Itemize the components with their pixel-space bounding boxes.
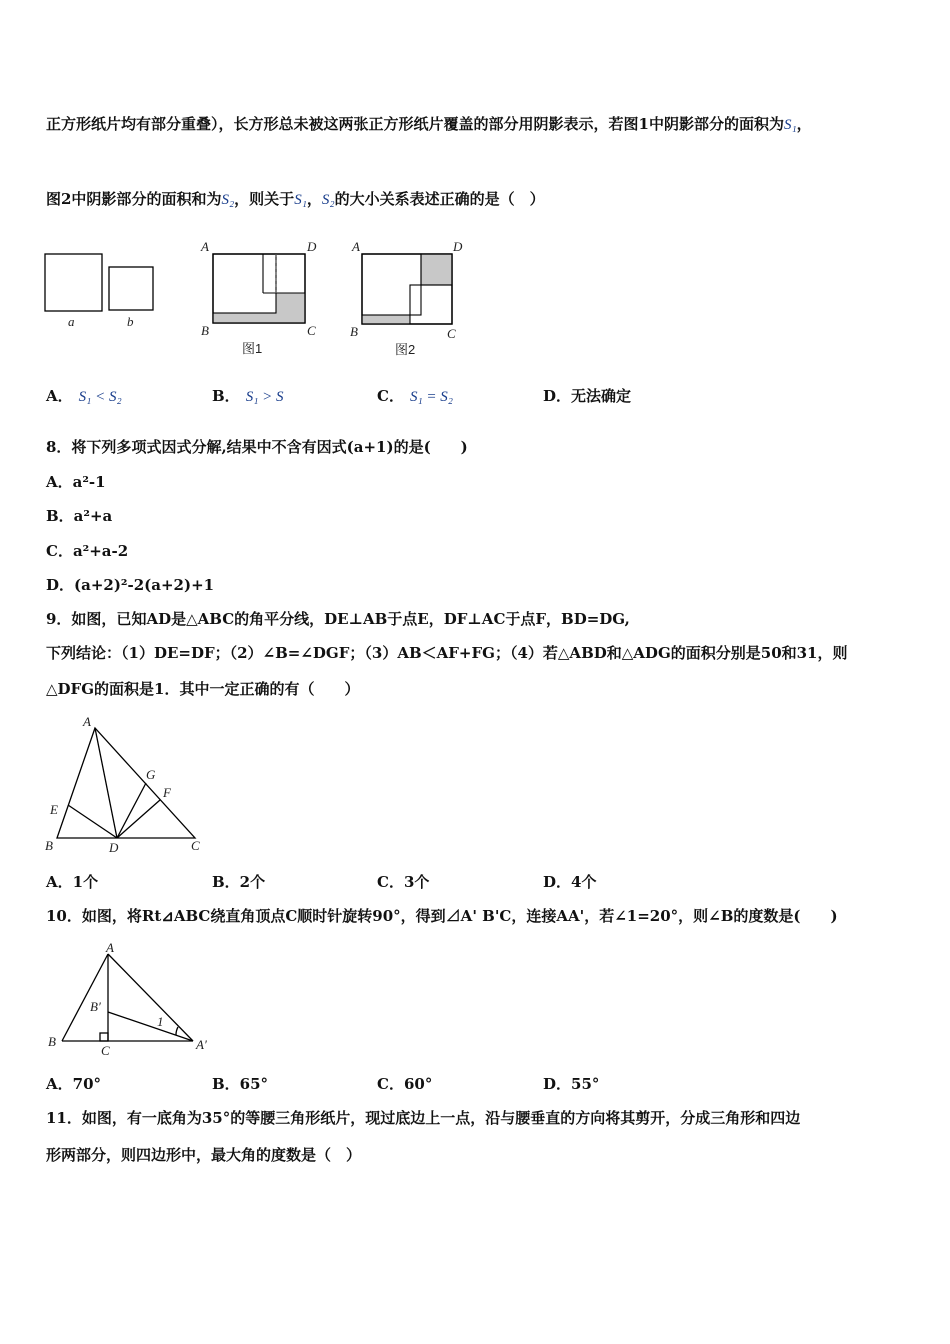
q10-option-a[interactable]: A．70° bbox=[46, 1075, 102, 1093]
q10-option-d[interactable]: D．55° bbox=[543, 1075, 600, 1093]
s1-symbol: S₁ bbox=[783, 117, 797, 133]
svg-text:B′: B′ bbox=[90, 999, 101, 1014]
svg-text:B: B bbox=[48, 1034, 56, 1049]
square-a bbox=[45, 254, 102, 311]
svg-text:C: C bbox=[447, 326, 456, 341]
svg-text:E: E bbox=[50, 802, 58, 817]
figure-1 bbox=[200, 239, 317, 356]
q8-option-d[interactable]: D．(a+2)²-2(a+2)+1 bbox=[46, 576, 215, 594]
square-b bbox=[109, 267, 153, 310]
label-a: a bbox=[68, 314, 75, 329]
s2-symbol: S₂ bbox=[321, 192, 335, 208]
figure-2 bbox=[350, 239, 463, 357]
svg-text:D: D bbox=[109, 840, 119, 855]
q7-option-c[interactable]: C． S₁ = S₂ bbox=[377, 387, 454, 405]
q10-figure bbox=[0, 940, 230, 1060]
svg-text:1: 1 bbox=[157, 1014, 164, 1029]
fig2-caption: 图2 bbox=[395, 342, 416, 357]
q10-stem: 10．如图，将Rt⊿ABC绕直角顶点C顺时针旋转90°，得到⊿A' B'C，连接AA'，若∠1=20°，则∠B的度数是( ) bbox=[46, 907, 838, 925]
s2-symbol: S₂ bbox=[221, 192, 235, 208]
q7-figure bbox=[0, 235, 500, 365]
svg-text:C: C bbox=[191, 838, 200, 853]
q9-line1: 9．如图，已知AD是△ABC的角平分线，DE⊥AB于点E，DF⊥AC于点F，BD=DG, bbox=[46, 610, 630, 628]
svg-text:A′: A′ bbox=[196, 1037, 207, 1052]
label-b: b bbox=[127, 314, 134, 329]
q7-line1: 正方形纸片均有部分重叠），长方形总未被这两张正方形纸片覆盖的部分用阴影表示，若图1中阴影部分的面积为S₁， bbox=[46, 115, 812, 133]
svg-text:D: D bbox=[307, 239, 317, 254]
q9-line3: △DFG的面积是1．其中一定正确的有（ ） bbox=[46, 680, 360, 698]
q8-option-c[interactable]: C．a²+a-2 bbox=[46, 542, 129, 560]
q8-option-a[interactable]: A．a²-1 bbox=[46, 473, 106, 491]
q7-option-b[interactable]: B． S₁ > S bbox=[212, 387, 284, 405]
q7-line2: 图2中阴影部分的面积和为S₂，则关于S₁，S₂的大小关系表述正确的是（ ） bbox=[46, 190, 545, 208]
svg-text:F: F bbox=[163, 785, 171, 800]
svg-text:G: G bbox=[146, 767, 156, 782]
svg-text:D: D bbox=[453, 239, 463, 254]
q10-option-b[interactable]: B．65° bbox=[212, 1075, 269, 1093]
fig1-caption: 图1 bbox=[242, 341, 263, 356]
q8-option-b[interactable]: B．a²+a bbox=[46, 507, 113, 525]
svg-text:A: A bbox=[83, 714, 91, 729]
q11-line2: 形两部分，则四边形中，最大角的度数是（ ） bbox=[46, 1146, 362, 1164]
svg-text:C: C bbox=[307, 323, 316, 338]
q9-option-a[interactable]: A．1个 bbox=[46, 873, 99, 891]
q9-option-b[interactable]: B．2个 bbox=[212, 873, 266, 891]
q11-line1: 11．如图，有一底角为35°的等腰三角形纸片，现过底边上一点，沿与腰垂直的方向将其剪开，分成三角形和四边 bbox=[46, 1109, 801, 1127]
svg-text:C: C bbox=[101, 1043, 110, 1058]
q8-stem: 8．将下列多项式因式分解,结果中不含有因式(a+1)的是( ) bbox=[46, 438, 468, 456]
q9-option-c[interactable]: C．3个 bbox=[377, 873, 430, 891]
q7-option-a[interactable]: A． S₁ < S₂ bbox=[46, 387, 122, 405]
svg-text:B: B bbox=[45, 838, 53, 853]
q9-option-d[interactable]: D．4个 bbox=[543, 873, 597, 891]
q7-option-d[interactable]: D．无法确定 bbox=[543, 387, 632, 405]
svg-text:A: A bbox=[201, 239, 209, 254]
q9-line2: 下列结论：（1）DE=DF；（2）∠B=∠DGF；（3）AB＜AF+FG；（4）若△ABD和△ADG的面积分别是50和31，则 bbox=[46, 644, 848, 662]
s1-symbol: S₁ bbox=[294, 192, 307, 208]
svg-text:B: B bbox=[350, 324, 358, 339]
q9-figure bbox=[0, 710, 260, 860]
svg-text:B: B bbox=[201, 323, 209, 338]
svg-text:A: A bbox=[352, 239, 360, 254]
q10-option-c[interactable]: C．60° bbox=[377, 1075, 433, 1093]
svg-text:A: A bbox=[106, 940, 114, 955]
